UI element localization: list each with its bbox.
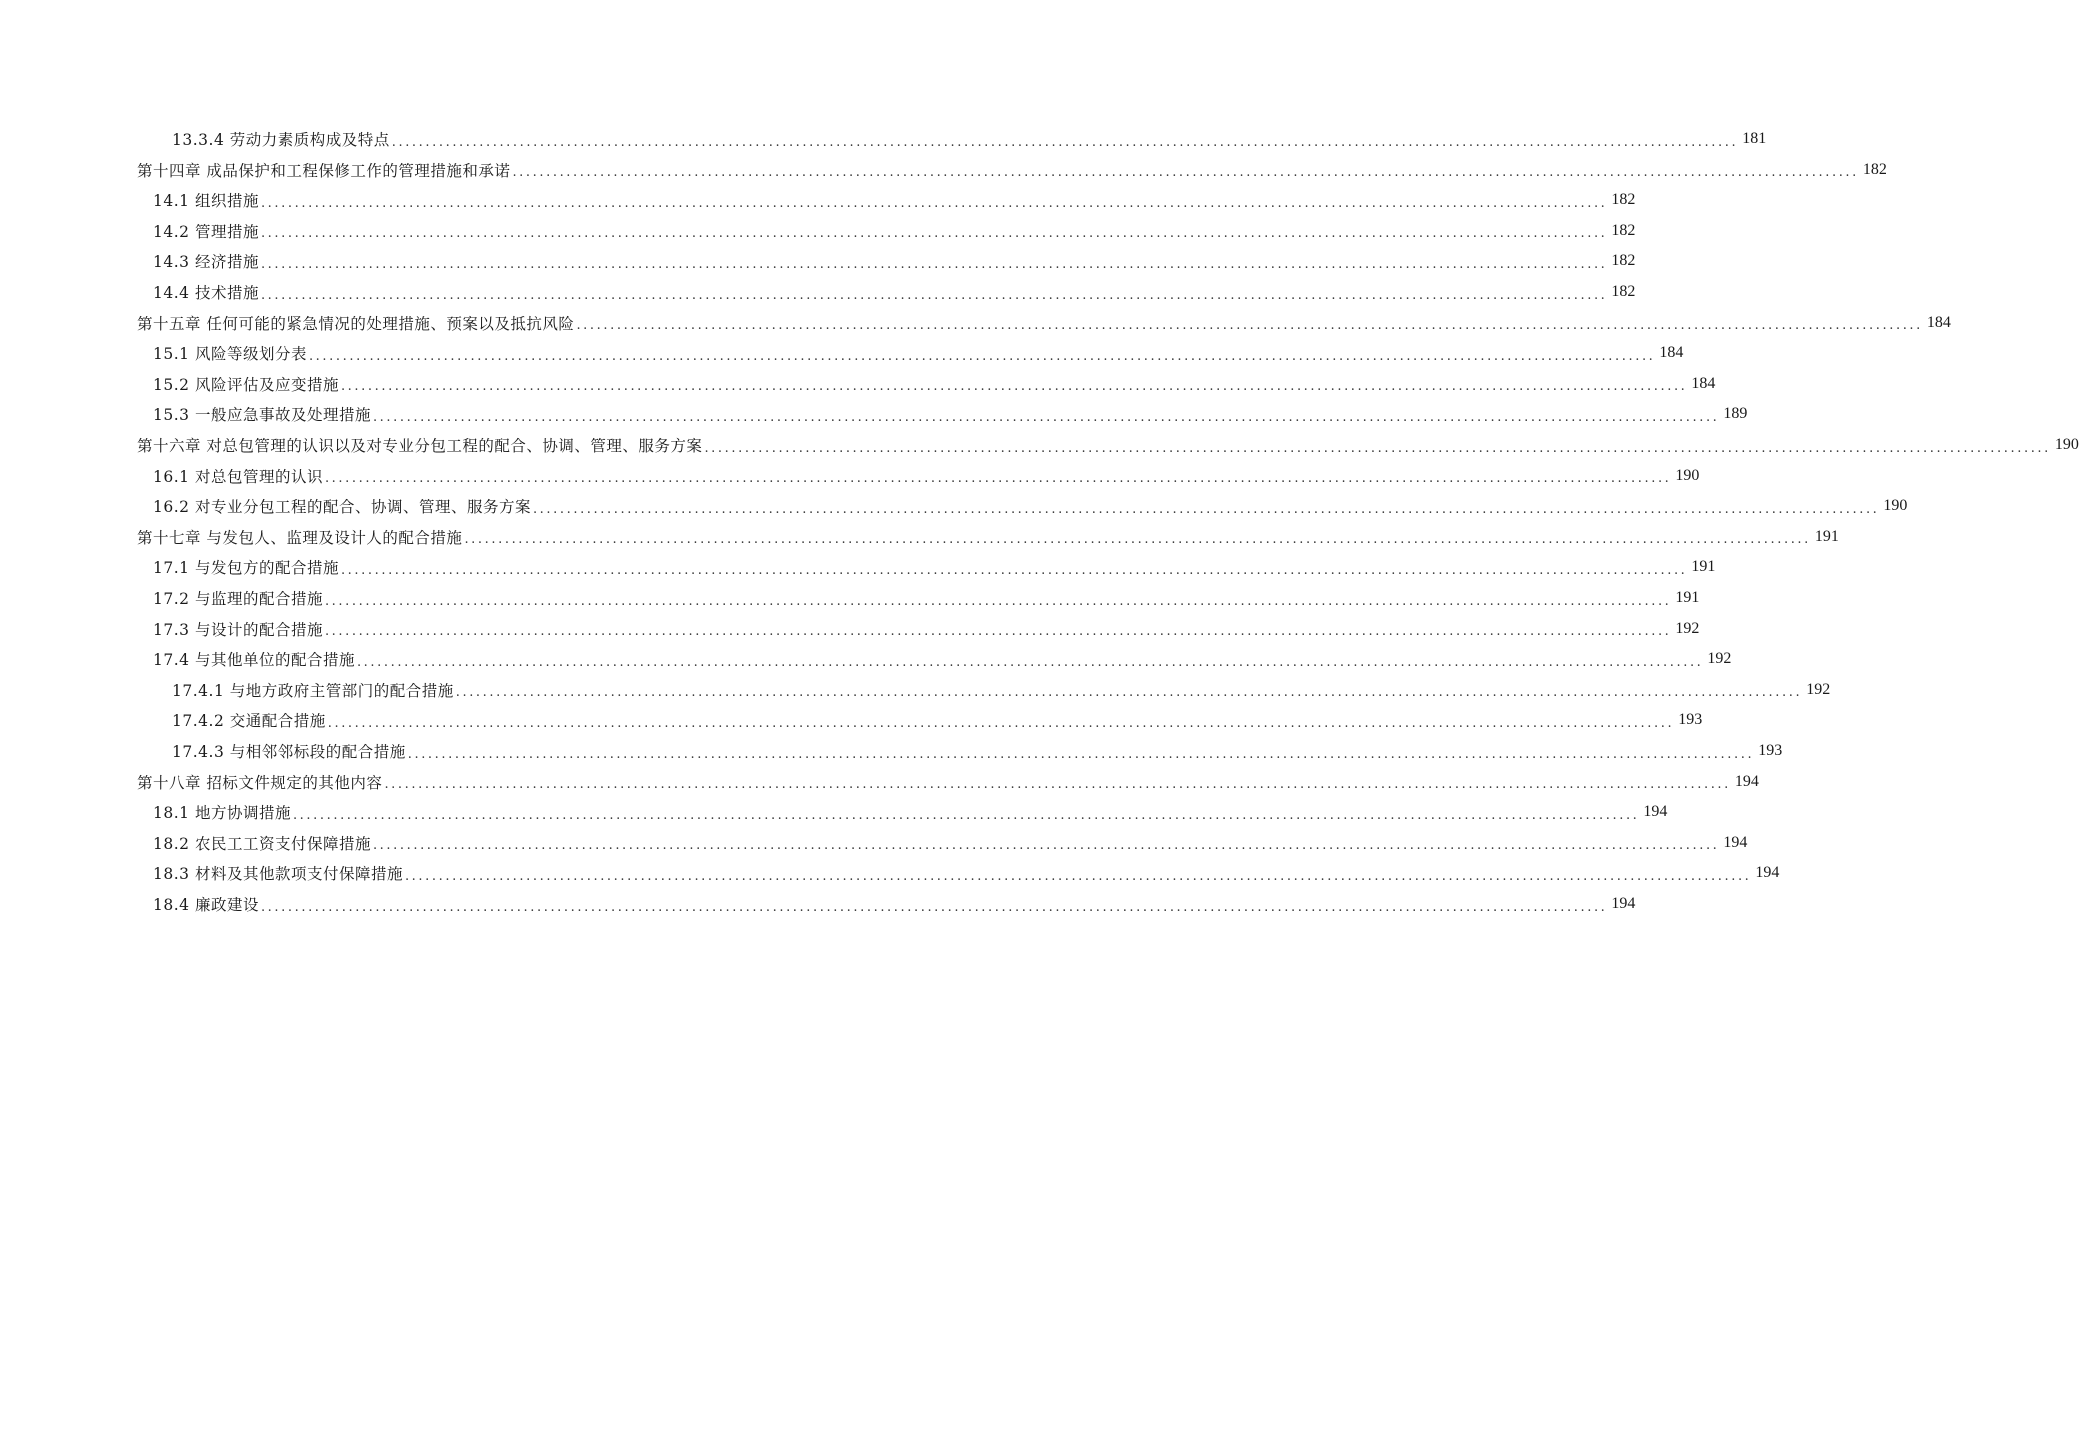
toc-entry[interactable]: [153, 583, 1700, 613]
toc-entry-label: 17.2 与监理的配合措施: [153, 590, 323, 608]
toc-entry-label: 14.3 经济措施: [153, 253, 259, 272]
toc-entry[interactable]: [153, 461, 1700, 491]
toc-page-number: 194: [1723, 833, 1748, 851]
toc-entry-label: 第十五章 任何可能的紧急情况的处理措施、预案以及抵抗风险: [137, 314, 575, 333]
toc-entry[interactable]: [172, 675, 1831, 705]
toc-page-number: 182: [1611, 252, 1636, 270]
toc-dot-leader: ........................................................................................................................................................................................................: [324, 471, 1672, 487]
toc-entry[interactable]: [153, 277, 1636, 307]
toc-entry[interactable]: [153, 889, 1636, 919]
toc-dot-leader: ........................................................................................................................................................................................................: [327, 715, 1675, 731]
toc-page-number: 182: [1611, 221, 1636, 239]
toc-dot-leader: ........................................................................................................................................................................................................: [260, 287, 1608, 303]
toc-entry-label: 18.1 地方协调措施: [153, 804, 291, 823]
toc-page-number: 182: [1862, 160, 1887, 178]
toc-page-number: 194: [1611, 895, 1636, 912]
toc-entry-label: 18.2 农民工工资支付保障措施: [153, 834, 371, 853]
toc-entry[interactable]: [137, 430, 2079, 460]
toc-entry[interactable]: [153, 797, 1668, 827]
toc-entry-label: 17.1 与发包方的配合措施: [153, 559, 339, 578]
toc-entry[interactable]: [137, 155, 1887, 185]
toc-entry-label: 14.1 组织措施: [153, 192, 259, 211]
toc-page-number: 194: [1643, 803, 1668, 821]
toc-page-number: 192: [1707, 650, 1732, 668]
toc-dot-leader: ........................................................................................................................................................................................................: [512, 165, 1859, 181]
toc-dot-leader: ........................................................................................................................................................................................................: [407, 746, 1755, 762]
toc-page-number: 182: [1611, 283, 1636, 300]
toc-dot-leader: ........................................................................................................................................................................................................: [324, 624, 1672, 640]
toc-entry[interactable]: [153, 399, 1748, 429]
toc-entry-label: 17.4.3 与相邻邻标段的配合措施: [172, 743, 406, 761]
toc-page-number: 191: [1691, 558, 1716, 576]
toc-entry[interactable]: [153, 216, 1636, 246]
toc-dot-leader: ........................................................................................................................................................................................................: [324, 593, 1672, 609]
toc-entry[interactable]: [153, 828, 1748, 858]
toc-page-number: 191: [1675, 589, 1700, 606]
toc-entry[interactable]: [172, 736, 1783, 766]
toc-entry[interactable]: [153, 491, 1908, 521]
toc-entry-label: 15.2 风险评估及应变措施: [153, 375, 339, 394]
toc-entry-label: 17.4.2 交通配合措施: [172, 712, 326, 731]
toc-page-number: 193: [1758, 742, 1783, 759]
toc-entry-label: 18.4 廉政建设: [153, 896, 259, 914]
toc-page-number: 184: [1659, 344, 1684, 362]
toc-entry[interactable]: [153, 858, 1780, 888]
toc-page-number: 194: [1755, 864, 1780, 882]
toc-page-number: 189: [1723, 405, 1748, 423]
toc-entry[interactable]: [153, 614, 1700, 644]
toc-dot-leader: ........................................................................................................................................................................................................: [532, 501, 1880, 517]
toc-dot-leader: ........................................................................................................................................................................................................: [372, 409, 1720, 425]
toc-page-number: 192: [1806, 680, 1831, 698]
toc-dot-leader: ........................................................................................................................................................................................................: [308, 348, 1656, 364]
toc-page-number: 190: [1883, 497, 1908, 515]
toc-entry[interactable]: [153, 369, 1716, 399]
toc-dot-leader: ........................................................................................................................................................................................................: [340, 379, 1688, 395]
toc-entry[interactable]: [172, 705, 1703, 735]
toc-entry[interactable]: [172, 124, 1767, 154]
toc-entry[interactable]: [137, 522, 1839, 552]
toc-entry[interactable]: [153, 552, 1716, 582]
toc-entry-label: 18.3 材料及其他款项支付保障措施: [153, 865, 403, 884]
toc-page-number: 191: [1814, 527, 1839, 545]
toc-page-number: 190: [2054, 436, 2079, 453]
toc-dot-leader: ........................................................................................................................................................................................................: [391, 134, 1739, 150]
toc-dot-leader: ........................................................................................................................................................................................................: [372, 838, 1720, 854]
toc-dot-leader: ........................................................................................................................................................................................................: [260, 256, 1608, 272]
toc-entry-label: 15.3 一般应急事故及处理措施: [153, 406, 371, 425]
toc-dot-leader: ........................................................................................................................................................................................................: [384, 777, 1731, 793]
toc-dot-leader: ........................................................................................................................................................................................................: [576, 318, 1923, 334]
toc-page-number: 181: [1742, 130, 1767, 147]
toc-page-number: 193: [1678, 711, 1703, 729]
toc-entry[interactable]: [153, 185, 1636, 215]
toc-page-number: 184: [1691, 374, 1716, 392]
toc-entry-label: 15.1 风险等级划分表: [153, 345, 307, 364]
toc-dot-leader: ........................................................................................................................................................................................................: [455, 685, 1803, 701]
toc-page-number: 192: [1675, 619, 1700, 637]
toc-entry-label: 14.4 技术措施: [153, 284, 259, 302]
toc-entry-label: 16.1 对总包管理的认识: [153, 467, 323, 486]
toc-dot-leader: ........................................................................................................................................................................................................: [464, 532, 1811, 548]
toc-dot-leader: ........................................................................................................................................................................................................: [356, 654, 1704, 670]
toc-entry-label: 17.4.1 与地方政府主管部门的配合措施: [172, 681, 454, 700]
toc-entry[interactable]: [153, 246, 1636, 276]
toc-page-number: 184: [1926, 313, 1951, 331]
toc-dot-leader: ........................................................................................................................................................................................................: [340, 562, 1688, 578]
toc-page-number: 190: [1675, 466, 1700, 484]
toc-entry-label: 16.2 对专业分包工程的配合、协调、管理、服务方案: [153, 498, 531, 517]
toc-page-number: 194: [1734, 772, 1759, 790]
toc-entry-label: 17.4 与其他单位的配合措施: [153, 651, 355, 670]
toc-dot-leader: ........................................................................................................................................................................................................: [260, 195, 1608, 211]
toc-entry-label: 第十六章 对总包管理的认识以及对专业分包工程的配合、协调、管理、服务方案: [137, 437, 703, 455]
toc-dot-leader: ........................................................................................................................................................................................................: [404, 868, 1752, 884]
toc-dot-leader: ........................................................................................................................................................................................................: [704, 440, 2051, 456]
toc-dot-leader: ........................................................................................................................................................................................................: [260, 899, 1608, 915]
toc-entry-label: 17.3 与设计的配合措施: [153, 620, 323, 639]
toc-page-number: 182: [1611, 191, 1636, 209]
toc-dot-leader: ........................................................................................................................................................................................................: [260, 226, 1608, 242]
toc-entry-label: 第十四章 成品保护和工程保修工作的管理措施和承诺: [137, 161, 511, 180]
toc-entry[interactable]: [153, 338, 1684, 368]
toc-entry-label: 第十八章 招标文件规定的其他内容: [137, 773, 383, 792]
toc-entry[interactable]: [137, 308, 1951, 338]
toc-entry[interactable]: [137, 767, 1759, 797]
toc-dot-leader: ........................................................................................................................................................................................................: [292, 807, 1640, 823]
toc-entry-label: 第十七章 与发包人、监理及设计人的配合措施: [137, 528, 463, 547]
toc-entry-label: 13.3.4 劳动力素质构成及特点: [172, 131, 390, 149]
toc-entry-label: 14.2 管理措施: [153, 222, 259, 241]
toc-entry[interactable]: [153, 644, 1732, 674]
